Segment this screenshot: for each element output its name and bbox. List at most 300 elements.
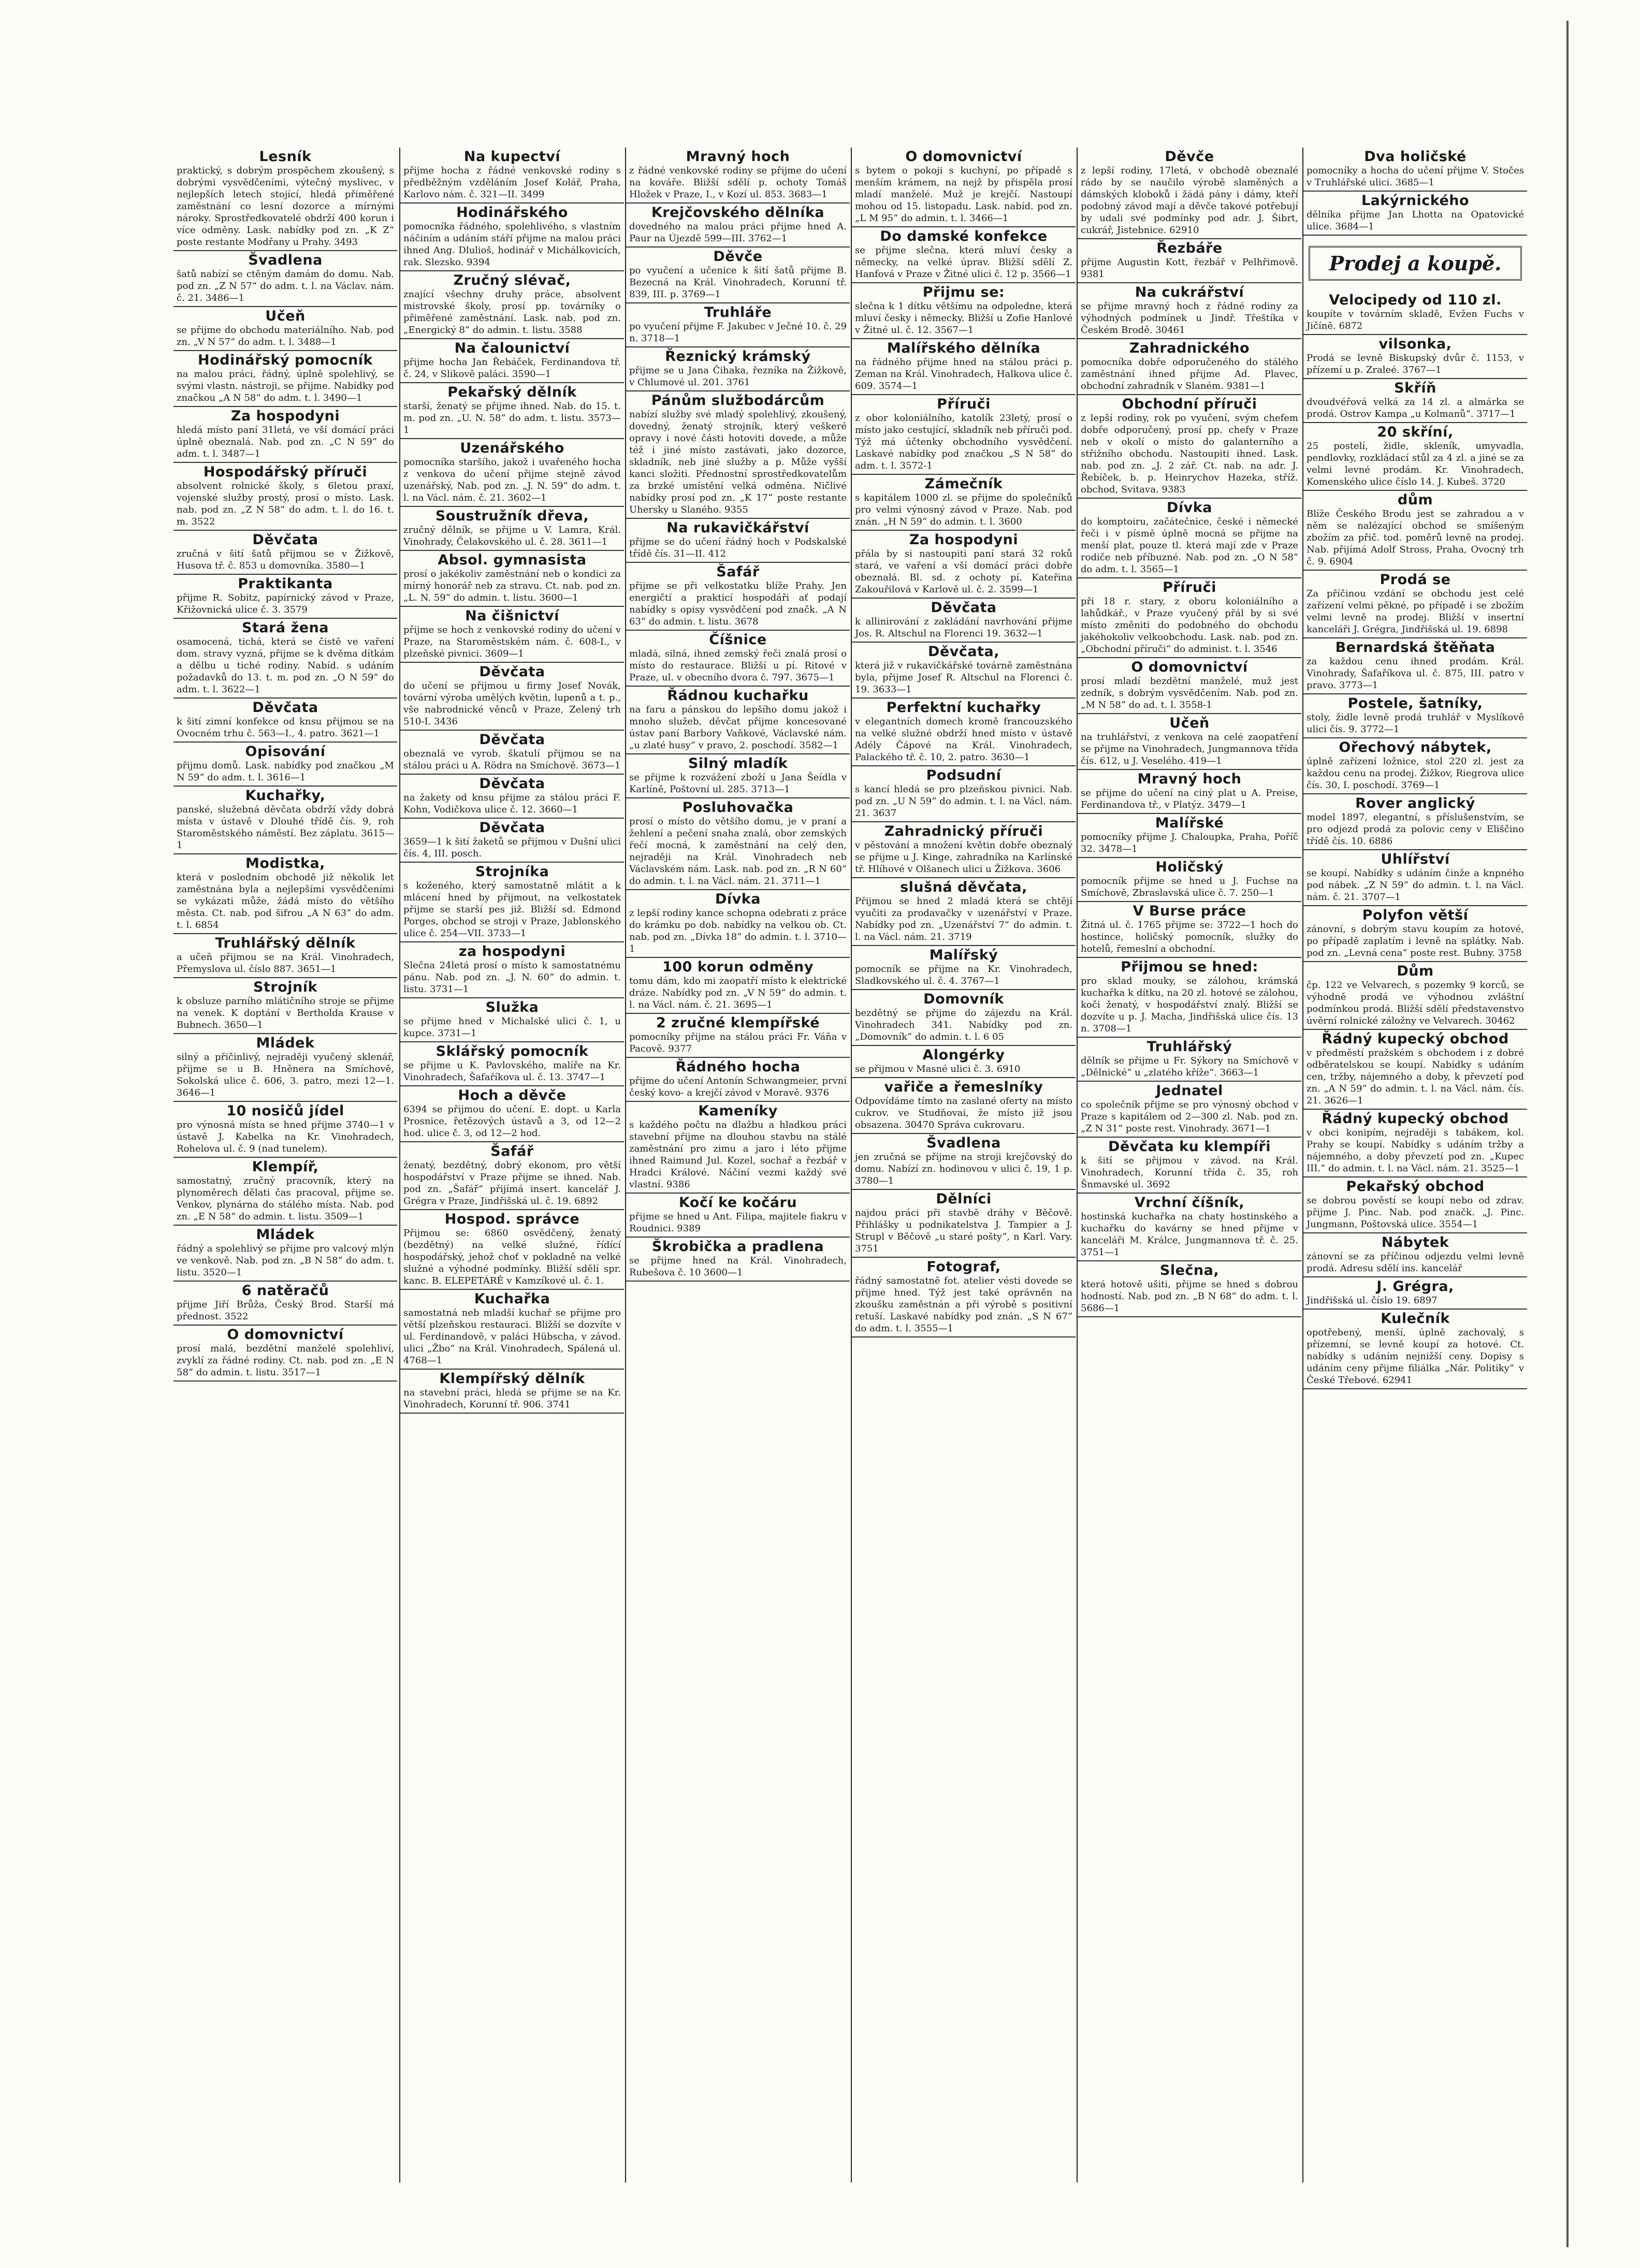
classified-ad — [1303, 148, 1527, 192]
classified-ad — [173, 934, 397, 978]
ad-body: do komptoiru, začátečnice, české i německé řeči i v písmě úplně mocná se přijme na menší plat, pouze tl. která mají zde v Praze rodiče neb příbuzné. Nab. pod zn. „O N 58“ do adm. t. l. 3565—1 — [1081, 516, 1298, 575]
ad-heading: Posluhovačka — [682, 799, 794, 816]
ad-body: přijme se hoch z venkovské rodiny do učení v Praze, na Staroměstském nám. č. 608-I., v plzeňské pivnici. 3609—1 — [403, 624, 621, 659]
ad-body: z obor koloniálního, katolík 23letý, prosí o místo jako cestující, skladník neb příruči pod. Týž má účtenky obchodního vysvědčení. Laskavé nabídky pod značkou „S N 58“ do adm. t. l. 3572-1 — [855, 413, 1072, 471]
ad-body: po vyučení přijme F. Jakubec v Ječné 10. č. 29 n. 3718—1 — [629, 321, 847, 344]
classified-ad — [173, 307, 397, 351]
page-edge-rule — [1566, 21, 1569, 2247]
classified-ad — [626, 563, 850, 631]
classified-ad — [400, 998, 624, 1042]
classified-ad — [626, 798, 850, 890]
classified-ad — [1078, 714, 1301, 770]
ad-body: koupíte v továrním skladě, Evžen Fuchs v Jičíně. 6872 — [1307, 309, 1524, 331]
ad-heading: Děvčata, — [928, 644, 999, 660]
classified-ad — [852, 822, 1076, 878]
ad-heading: Malířské — [1155, 815, 1224, 831]
classified-ad — [626, 303, 850, 347]
ad-heading: Dům — [1397, 963, 1434, 979]
classified-ad — [173, 978, 397, 1034]
ad-body: přijme se u Jana Čihaka, řezníka na Žižkově, v Chlumové ul. 201. 3761 — [629, 365, 847, 388]
ad-body: čp. 122 ve Velvarech, s pozemky 9 korců, se výhodně prodá ve výhodnou zvláštní podmínkou prodá. Bližší sdělí představenstvo úvěrní rolnické záložny ve Velvarech. 30462 — [1307, 980, 1524, 1026]
ad-heading: Na kupectví — [463, 149, 561, 165]
ad-body: se přijme u K. Pavlovského, malíře na Kr. Vinohradech, Šafaříkova ul. č. 13. 3747—1 — [403, 1060, 621, 1083]
ad-body: pomocníky přijme J. Chaloupka, Praha, Poříč 32. 3478—1 — [1081, 832, 1298, 854]
ad-heading: Truhlářský dělník — [215, 935, 356, 951]
classified-ad — [1078, 1194, 1301, 1261]
ad-body: úplně zařízení ložnice, stol 220 zl. jest za každou cenu na prodej. Žižkov, Riegrova ulice čís. 30, I. poschodí. 3769—1 — [1307, 756, 1524, 791]
column-5 — [1077, 148, 1301, 2183]
classified-ad — [1078, 148, 1301, 239]
ad-heading: Zámečník — [924, 476, 1003, 492]
ad-heading: Řezbáře — [1156, 240, 1223, 256]
ad-body: opotřebený, menší, úplně zachovalý, s přízemní, se levně koupí za hotové. Ct. nabídky s udáním nejnižší ceny. Dopisy s udáním ceny přijme filiálka „Nár. Politiky“ v České Třebové. 62941 — [1307, 1327, 1524, 1386]
classified-ad — [1303, 1233, 1527, 1277]
classified-ad — [626, 1194, 850, 1238]
ad-body: pomocníka staršího, jakož i uvařeného hocha z venkova do učení přijme stejně závod uzenářský, Nab. pod zn. „J. N. 59“ do adm. t. l. na Václ. nám. č. 21. 3602—1 — [403, 457, 621, 503]
ad-body: prosí o jakékoliv zaměstnání neb o kondici za mírný honorář neb za stravu. Ct. nab. pod zn. „L. N. 59“ do admin. t. listu. 3600—1 — [403, 569, 621, 603]
ad-heading: Mravný hoch — [686, 149, 790, 165]
classified-ad — [400, 439, 624, 507]
classified-ad — [1303, 379, 1527, 423]
classified-ad — [626, 687, 850, 754]
ad-heading: Děvčata ku klempíři — [1108, 1139, 1271, 1155]
column-1 — [173, 148, 397, 2183]
classified-ad — [852, 395, 1076, 475]
classified-ad — [1303, 1310, 1527, 1389]
classified-ad — [626, 631, 850, 687]
classified-ad — [1078, 1138, 1301, 1194]
ad-heading: Truhlářský — [1146, 1039, 1232, 1055]
classified-ad — [1078, 499, 1301, 578]
ad-body: na řádného přijme hned na stálou práci p. Zeman na Král. Vinohradech, Halkova ulice č. 609. 3574—1 — [855, 357, 1072, 391]
ad-heading: Přijmu se: — [922, 284, 1005, 300]
classified-ad — [626, 148, 850, 203]
ad-body: model 1897, elegantní, s příslušenstvím, se pro odjezd prodá za polovic ceny v Eliščino třídě čís. 10. 6886 — [1307, 812, 1524, 847]
classified-ad — [1303, 962, 1527, 1030]
ad-body: s koženého, který samostatně mlátit a k mlácení hned by přijmout, na velkostatek přijme se starší pes již. Bližší sd. Edmond Porges, obchod se stroji v Praze, Jablonského ulice č. 254—VII. 3733—1 — [403, 880, 621, 939]
ad-heading: Služka — [485, 999, 539, 1015]
column-4 — [851, 148, 1076, 2183]
ad-body: absolvent rolnické školy, s 6letou praxí, vojenské služby prostý, prosí o místo. Lask. nab. pod zn. „Z N 58“ do adm. t. l. do 16. t. m. 3522 — [177, 481, 394, 527]
classified-ad — [852, 1258, 1076, 1337]
ad-body: ženatý, bezdětný, dobrý ekonom, pro větší hospodářství v Praze přijme se ihned. Nab. pod zn. „Šafář“ přijímá insert. kancelář J. Grégra v Praze, Jindřišská ul. č. 19. 6892 — [403, 1160, 621, 1206]
ad-heading: Dělníci — [936, 1191, 992, 1207]
ad-heading: Učeň — [265, 308, 306, 324]
ad-body: na žakety od knsu přijme za stálou práci F. Kohn, Vodičkova ulice č. 12. 3660—1 — [403, 792, 621, 815]
ad-heading: Hodinářský pomocník — [197, 352, 373, 368]
ad-heading: Polyfon větší — [1362, 907, 1469, 923]
ad-body: Jindřišská ul. číslo 19. 6897 — [1307, 1295, 1438, 1306]
ad-body: nabízí služby své mladý spolehlivý, zkoušený, dovedný, ženatý strojník, který veškeré opravy i nové části hotoviti dovede, a může též i jiné místo zastávati, jako dozorce, skladník, neb jiné služby a p. Může vyšší kanci složiti. Přednostní sprostředkovatelům za brzké umístění velká odměna. Ničlivé nabídky prosí pod zn. „K 17“ poste restante Uhersky u Slaného. 9355 — [629, 409, 847, 515]
ad-body: řádný a spolehlivý se přijme pro valcový mlýn ve venkově. Nab. pod zn. „B N 58“ do adm. t. listu. 3520—1 — [177, 1243, 394, 1278]
classified-ad — [173, 148, 397, 251]
ad-body: 25 postelí, židle, skleník, umyvadla, pendlovky, rozkládací stůl za 4 zl. a jiné se za velmi levné prodám. Kr. Vinohradech, Komenského ulice číslo 14. J. Kubeš. 3720 — [1307, 441, 1524, 487]
ad-body: mladá, silná, ihned zemský řeči znalá prosí o místo do restaurace. Bližší u pí. Ritové v Praze, ul. v obecního dvora č. 797. 3675—1 — [629, 648, 847, 683]
ad-heading: Bernardská štěňata — [1335, 639, 1496, 656]
ad-body: a učeň přijmou se na Král. Vinohradech, Přemyslova ul. číslo 887. 3651—1 — [177, 952, 394, 975]
classified-ad — [400, 775, 624, 819]
classified-ad — [1303, 1030, 1527, 1110]
ad-body: se přijme mravný hoch z řádné rodiny za výhodných podmínek u Jindř. Třeštíka v Českém Brodě. 30461 — [1081, 301, 1298, 336]
ad-heading: Nábytek — [1381, 1234, 1449, 1251]
ad-heading: Hospod. správce — [444, 1211, 580, 1227]
ad-body: s kapitálem 1000 zl. se přijme do společníků pro velmi výnosný závod v Praze. Nab. pod znán. „H N 59“ do admin. t. l. 3600 — [855, 492, 1072, 527]
classified-ad — [400, 551, 624, 607]
ad-body: při 18 r. stary, z oboru koloniálního a lahůdkář., v Praze vyučený přál by si své místo změniti do podobného do obchodu jakéhokoliv velkoobchodu. Lask. nab. pod zn. „Obchodní příruči“ do administ. t. l. 3546 — [1081, 596, 1298, 655]
ad-heading: Na čišnictví — [465, 608, 559, 624]
ad-heading: dům — [1397, 492, 1433, 508]
ad-heading: Skříň — [1394, 380, 1436, 396]
classified-ad — [852, 878, 1076, 946]
ad-body: která hotově ušiti, přijme se hned s dobrou hodností. Nab. pod zn. „B N 68“ do adm. t. l. 5686—1 — [1081, 1279, 1298, 1314]
classified-ad — [400, 1290, 624, 1370]
ad-body: k šití zimní konfekce od knsu přijmou se na Ovocném trhu č. 563—I., 4. patro. 3621—1 — [177, 716, 394, 739]
classified-ad — [852, 531, 1076, 599]
classified-ad — [400, 731, 624, 775]
ad-heading: Na čalounictví — [454, 340, 570, 356]
ad-heading: 2 zručné klempířské — [656, 1015, 820, 1031]
ad-body: dělníka přijme Jan Lhotta na Opatovické ulice. 3684—1 — [1307, 209, 1524, 232]
ad-body: přijmu domů. Lask. nabídky pod značkou „M N 59“ do adm. t. l. 3616—1 — [177, 760, 394, 783]
classified-ad — [852, 475, 1076, 531]
ad-heading: Kuchařky, — [245, 788, 326, 804]
ad-heading: Hospodářský příruči — [203, 464, 368, 480]
ad-body: samostatná neb mladší kuchař se přijme pro větší plzeňskou restauraci. Bližší se dozvíte v ul. Ferdinandově, v paláci Hübscha, v závod. ulici „Žbo“ na Král. Vinohradech, Spálená ul. 4768—1 — [403, 1307, 621, 1366]
ad-heading: J. Grégra, — [1376, 1278, 1454, 1295]
ad-body: Přijmou se: 6860 osvědčený, ženatý (bezdětný) na velké služné, řídící hospodářský, jehož choť v pokladně na velké služné a výhodné podmínky. Bližší sdělí spr. kanc. B. ELEPETÁRÉ v Kamzíkové ul. č. 1. — [403, 1228, 621, 1286]
ad-heading: Děvče — [713, 249, 763, 265]
ad-heading: Soustružník dřeva, — [435, 508, 589, 524]
ad-body: co společník přijme se pro výnosný obchod v Praze s kapitálem od 2—300 zl. Nab. pod zn. „Z N 31“ poste rest. Vinohrady. 3671—1 — [1081, 1099, 1298, 1134]
classified-ad — [173, 531, 397, 575]
ad-heading: Klempíř, — [252, 1159, 319, 1175]
ad-body: zručný dělník, se přijme u V. Lamra, Král. Vinohrady, Čelakovského ul. č. 28. 3611—1 — [403, 525, 621, 547]
classified-ad — [852, 946, 1076, 990]
ad-body: najdou práci při stavbě dráhy v Běčově. Přihlášky u podnikatelstva J. Tampier a J. Strupl v Běčově „u staré pošty“, n Karl. Vary. 3751 — [855, 1208, 1072, 1254]
ad-body: zánovní, s dobrým stavu koupím za hotové, po případě zaplatím i levně na splátky. Nab. pod zn. „Levná cena“ poste rest. Bubny. 3758 — [1307, 924, 1524, 958]
classified-ad — [173, 854, 397, 934]
ad-heading: Uhlířství — [1381, 851, 1450, 867]
classified-ad — [626, 519, 850, 563]
ad-body: se koupí. Nabídky s udáním činže a knpného pod nábek. „Z N 59“ do admin. t. l. na Václ. nám. č. 21. 3707—1 — [1307, 868, 1524, 903]
ad-body: se přijme hned v Michalské ulici č. 1, u kupce. 3731—1 — [403, 1016, 621, 1039]
ad-heading: Praktikanta — [238, 576, 333, 592]
ad-heading: Fotograf, — [926, 1259, 1001, 1275]
ad-body: přijme se do učení řádný hoch v Podskalské třídě čís. 31—II. 412 — [629, 536, 847, 559]
ad-heading: Mládek — [256, 1227, 315, 1243]
classified-ad — [400, 507, 624, 551]
ad-body: na truhlářství, z venkova na celé zaopatření se přijme na Vinohradech, Jungmannova třída čís. 612, u J. Veselého. 419—1 — [1081, 732, 1298, 766]
classified-ad — [626, 1058, 850, 1102]
ad-body: která v posledním obchodě již několik let zaměstnána byla a nejlepšími vysvědčeními se vykázati může, žádá místo do většího města. Ct. nab. pod šifrou „A N 63“ do adm. t. l. 6854 — [177, 872, 394, 931]
classified-ad — [1303, 571, 1527, 638]
ad-heading: Šafář — [490, 1143, 534, 1159]
classified-ad — [852, 699, 1076, 766]
classified-ad — [626, 1238, 850, 1282]
classified-ad — [400, 942, 624, 998]
ad-body: přijme se při velkostatku blíže Prahy. Jen energičtí a prakticí hospodáři ať podají nabídky s opisy vysvědčení pod značk. „A N 63“ do admin. t. listu. 3678 — [629, 580, 847, 627]
ad-heading: Švadlena — [926, 1135, 1001, 1151]
ad-heading: Klempířský dělník — [439, 1371, 585, 1387]
ad-body: v předměstí pražském s obchodem i z dobré odběratelskou se koupí. Nabídky s udáním cen, tržby, nájemného a doby, k převzetí pod zn. „A N 59“ do admin. t. l. na Václ. nám. čís. 21. 3626—1 — [1307, 1048, 1524, 1106]
classified-ad — [1078, 239, 1301, 283]
ad-body: pomocníka dobře odporučeného do stálého zaměstnání ihned přijme Ad. Plavec, obchodní zahradník v Slaném. 9381—1 — [1081, 357, 1298, 391]
ad-heading: Malířského dělníka — [887, 340, 1041, 356]
classified-ad — [400, 607, 624, 663]
ad-heading: Modistka, — [245, 855, 325, 871]
ad-body: v elegantních domech kromě francouzského na velké služné obdrží hned místo v ústavě Adély Čápové na Král. Vinohradech, Palackého tř. č. 10, 2. patro. 3630—1 — [855, 716, 1072, 763]
ad-body: slečna k 1 dítku většímu na odpoledne, která mluví česky i německy. Bližší u Zofie Hanlové v Žitné ul. č. 12. 3567—1 — [855, 301, 1072, 336]
ad-body: Blíže Českého Brodu jest se zahradou a v něm se nalézající obchod se smíšeným zbožím za přič. tod. poměrů levně na prodej. Nab. přijímá Adolf Stross, Praha, Ovocný trh č. 9. 6904 — [1307, 508, 1524, 567]
classified-ad — [852, 1046, 1076, 1078]
ad-body: pomocník přijme se hned u J. Fuchse na Smíchově, Zbraslavská ulice č. 7. 250—1 — [1081, 876, 1298, 898]
ad-heading: Číšnice — [709, 632, 767, 648]
classified-ad — [1303, 491, 1527, 571]
ad-heading: Kulečník — [1381, 1311, 1450, 1327]
classified-ad — [400, 203, 624, 271]
classified-ad — [1078, 339, 1301, 395]
column-3 — [625, 148, 850, 2183]
classified-ad — [173, 351, 397, 407]
ad-heading: Škrobička a pradlena — [651, 1239, 824, 1255]
ad-heading: Řádného hocha — [675, 1059, 801, 1075]
classified-ad — [400, 383, 624, 439]
ad-heading: Strojníka — [475, 864, 549, 880]
ad-body: dovedného na malou práci přijme hned A. Paur na Újezdě 599—III. 3762—1 — [629, 221, 847, 244]
classified-ad — [626, 754, 850, 798]
ad-body: v pěstování a množení květin dobře obeznalý se přijme u J. Kinge, zahradníka na Karlínské tř. Hlíhové v Olšanech ulici u Žižkova. 3606 — [855, 840, 1072, 875]
ad-body: samostatný, zručný pracovník, který na plynoměrech dělati čas pracoval, přijme se. Venkov, plynárna do stálého místa. Nab. pod zn. „E N 58“ do admin. t. listu. 3509—1 — [177, 1175, 394, 1222]
ad-heading: Vrchní číšník, — [1134, 1195, 1245, 1211]
ad-body: s bytem o pokoji s kuchyní, po případě s menším krámem, na nejž by přispěla prosí mladí manželé. Muž je krejčí. Nastoupí mohou od 15. listopadu. Lask. nabíd. pod zn. „L M 95“ do admin. t. l. 3466—1 — [855, 165, 1072, 224]
classified-ad — [626, 347, 850, 391]
classified-ad — [1303, 850, 1527, 906]
ad-heading: Řeznický krámský — [665, 348, 811, 365]
ad-body: k šití se přijmou v závod. na Král. Vinohradech, Korunní třída č. 35, roh Šnmavské ul. 3692 — [1081, 1155, 1298, 1190]
ad-body: tomu dám, kdo mi zaopatří místo k elektrické dráze. Nabídky pod zn. „V N 59“ do admin. t. l. na Václ. nám. č. 21. 3695—1 — [629, 976, 847, 1010]
section-heading-prodej-a-koupe: Prodej a koupě. — [1309, 246, 1522, 281]
classified-ad — [852, 1190, 1076, 1258]
ad-heading: Šafář — [716, 564, 760, 580]
ad-heading: Na cukrářství — [1135, 284, 1244, 300]
classified-ad — [1303, 638, 1527, 694]
classified-ad — [173, 251, 397, 307]
ad-body: prosí malá, bezdětní manželé spolehliví, zvyklí za řádné rodiny. Ct. nab. pod zn. „E N 58“ do admin. t. listu. 3517—1 — [177, 1343, 394, 1378]
ad-body: prosí o místo do většího domu, je v praní a žehlení a pečení snaha znalá, obor zemských řečí mocná, k zaměstnání na celý den, nejraději na Král. Vinohradech neb Václavském nám. Lask. nab. pod zn. „R N 60“ do admin. t. l. na Václ. nám. 21. 3711—1 — [629, 816, 847, 886]
ad-body: silný a přičinlivý, nejraději vyučený sklenář, přijme se u B. Hněnera na Smíchově, Sokolská ulice č. 606, 3. patro, mezi 12—1. 3646—1 — [177, 1052, 394, 1098]
classified-ad — [400, 1370, 624, 1414]
ad-heading: vařiče a řemeslníky — [884, 1079, 1043, 1095]
ad-heading: Mravný hoch — [1137, 771, 1242, 787]
classified-ad — [1303, 423, 1527, 491]
classified-ad — [400, 148, 624, 203]
ad-heading: Děvčata — [252, 700, 318, 716]
ad-heading: 6 natěračů — [241, 1283, 329, 1299]
ad-body: stoly, židle levně prodá truhlář v Myslíkově ulici čís. 9. 3772—1 — [1307, 712, 1524, 735]
ad-heading: Pekařský obchod — [1346, 1179, 1485, 1195]
ad-heading: Hodinářského — [456, 205, 568, 221]
ad-heading: Ořechový nábytek, — [1339, 739, 1492, 755]
ad-body: Žitná ul. č. 1765 přijme se: 3722—1 hoch do hostince, holičský pomocník, služky do hotelů, řemeslní a obchodní. — [1081, 920, 1298, 954]
ad-heading: Uzenářského — [460, 440, 564, 456]
ad-heading: Obchodní příruči — [1122, 396, 1257, 412]
ad-heading: Děvčata — [479, 776, 545, 792]
ad-heading: Na rukavičkářství — [666, 520, 809, 536]
ad-heading: Velocipedy od 110 zl. — [1329, 292, 1502, 308]
ad-body: hostinská kuchařka na chaty hostinského a kuchařku do kavárny se hned přijme v kanceláři M. Králce, Jungmannova tř. č. 25. 3751—1 — [1081, 1211, 1298, 1258]
ad-heading: 100 korun odměny — [662, 959, 814, 975]
ad-body: která již v rukavičkářské továrně zaměstnána byla, přijme Josef R. Altschul na Florenci č. 19. 3633—1 — [855, 660, 1072, 695]
ad-heading: Zahradnického — [1129, 340, 1250, 356]
ad-heading: Mládek — [256, 1035, 315, 1051]
ad-body: z lepší rodiny, 17letá, v obchodě obeznalé rádo by se naučilo výrobě slaměných a dámských kloboků i žádá pány i dámy, kteří podobný závod mají a děvče takové potřebují by udali své podmínky pod adr. J. Šibrt, cukrář, Jistebnice. 62910 — [1081, 165, 1298, 236]
classified-ad — [626, 248, 850, 303]
ad-heading: Alongérky — [922, 1047, 1005, 1063]
classified-ad — [173, 1226, 397, 1282]
ad-heading: Krejčovského dělníka — [651, 205, 825, 221]
classified-ad — [400, 1210, 624, 1290]
ad-body: se přijmou v Masné ulici č. 3. 6910 — [855, 1064, 1021, 1074]
classified-ad — [173, 1282, 397, 1326]
ad-heading: Řádný kupecký obchod — [1322, 1031, 1509, 1047]
ad-heading: Malířský — [929, 947, 998, 963]
ad-body: jen zručná se přijme na stroji krejčovský do domu. Nabízí zn. hodinovou v ulici č. 19, 1 p. 3780—1 — [855, 1152, 1072, 1186]
classified-ad — [1078, 902, 1301, 958]
classified-ad — [852, 599, 1076, 643]
classified-ad — [852, 1078, 1076, 1134]
ad-heading: Děvčata — [252, 532, 318, 548]
ad-heading: Pekařský dělník — [447, 384, 577, 400]
ad-heading: Stará žena — [242, 620, 329, 636]
ad-body: k allinirování z zakládání navrhování přijme Jos. R. Altschul na Florenci 19. 3632—1 — [855, 616, 1072, 639]
ad-body: zručná v šití šatů přijmou se v Žižkově, Husova tř. č. 853 u domovníka. 3580—1 — [177, 548, 394, 571]
classified-ad — [1078, 1261, 1301, 1317]
ad-body: přijme R. Sobitz, papírnický závod v Praze, Křižovnická ulice č. 3. 3579 — [177, 592, 394, 615]
ad-body: na faru a pánskou do lepšího domu jakož i mnoho služeb, děvčat přijme koncesované ústav paní Barbory Vaňkové, Václavské nám. „u zlaté husy“ v pravo, 2. poschodí. 3582—1 — [629, 704, 847, 751]
ad-heading: Za hospodyni — [230, 408, 340, 424]
classified-ad — [852, 1134, 1076, 1190]
classified-ad — [852, 283, 1076, 339]
classified-ad — [1303, 1110, 1527, 1177]
ad-heading: Jednatel — [1156, 1083, 1223, 1099]
classified-ad — [400, 339, 624, 383]
ad-body: 6394 se přijmou do učení. E. dopt. u Karla Prosnice, řetězových ústavů a 3, od 12—2 hod. ulice č. 3, od 12—2 hod. — [403, 1104, 621, 1139]
ad-body: z řádné venkovské rodiny se přijme do učení na kováře. Bližší sdělí p. ochoty Tomáš Hložek v Praze, I., v Kozí ul. 853. 3683—1 — [629, 165, 847, 200]
ad-heading: O domovnictví — [905, 149, 1022, 165]
ad-heading: Děvčata — [479, 820, 545, 836]
classified-ad — [1078, 814, 1301, 858]
classified-ad — [173, 463, 397, 531]
ad-body: pomocníky přijme na stálou práci Fr. Váňa v Pacově. 9377 — [629, 1031, 847, 1054]
classified-ad — [1078, 658, 1301, 714]
ad-body: pro výnosná místa se hned přijme 3740—1 v ústavě J. Kabelka na Kr. Vinohradech, Rohelova ul. č. 9 (nad tunelem). — [177, 1120, 394, 1154]
classified-ad — [173, 1326, 397, 1382]
ad-heading: slušná děvčata, — [900, 879, 1027, 895]
ad-heading: Děvčata — [479, 664, 545, 680]
ad-body: 3659—1 k šití žaketů se přijmou v Dušní ulici čís. 4, III. posch. — [403, 836, 621, 859]
ad-body: po vyučení a učenice k šití šatů přijme B. Bezecná na Král. Vinohradech, Korunní tř. 839, III. p. 3769—1 — [629, 265, 847, 300]
ad-heading: Učeň — [1169, 715, 1210, 731]
ad-heading: Absol. gymnasista — [438, 552, 587, 568]
ad-heading: O domovnictví — [1131, 659, 1248, 675]
ad-body: na malou práci, řádný, úplně spolehlivý, se svými vlastn. nástroji, se přijme. Nabídky pod značkou „A N 58“ do adm. t. l. 3490—1 — [177, 369, 394, 403]
ad-heading: Slečna, — [1159, 1262, 1220, 1278]
classified-ad — [400, 663, 624, 731]
ad-body: dělník se přijme u Fr. Sýkory na Smíchově v „Dělnické“ u „zlatého kříže“. 3663—1 — [1081, 1055, 1298, 1078]
ad-heading: Řádný kupecký obchod — [1322, 1111, 1509, 1127]
ad-heading: Pánům službodárcům — [651, 392, 825, 409]
classified-ad — [400, 1086, 624, 1142]
classified-ad — [173, 1034, 397, 1102]
classified-ad — [852, 643, 1076, 699]
classified-ad — [400, 1142, 624, 1210]
ad-body: se přijme do obchodu materiálního. Nab. pod zn. „V N 57“ do adm. t. l. 3488—1 — [177, 325, 394, 347]
ad-heading: Děvčata — [479, 732, 545, 748]
ad-body: hledá místo paní 31letá, ve vší domácí práci úplně obeznalá. Nab. pod zn. „C N 59“ do adm. t. l. 3487—1 — [177, 425, 394, 459]
ad-heading: Lakýrnického — [1361, 193, 1470, 209]
classified-ad — [852, 766, 1076, 822]
ad-body: Prodá se levně Biskupský dvůr č. 1153, v přízemí u p. Zraleé. 3767—1 — [1307, 353, 1524, 375]
ad-heading: 20 skříní, — [1377, 424, 1454, 440]
ad-heading: Silný mladík — [688, 755, 788, 772]
ad-heading: 10 nosičů jídel — [226, 1103, 344, 1119]
ad-heading: Kočí ke kočáru — [678, 1195, 797, 1211]
ad-heading: Do damské konfekce — [880, 228, 1048, 244]
ad-body: obeznalá ve vyrob. škatulí přijmou se na stálou práci u A. Rödra na Smíchově. 3673—1 — [403, 748, 621, 771]
ad-heading: Dva holičské — [1364, 149, 1467, 165]
classified-ad — [1078, 578, 1301, 658]
ad-heading: Domovník — [923, 991, 1004, 1007]
ad-heading: Zručný slévač, — [453, 272, 571, 288]
classified-ad — [852, 339, 1076, 395]
ad-heading: Prodá se — [1380, 572, 1451, 588]
ad-body: dvoudvéřová velká za 14 zl. a almárka se prodá. Ostrov Kampa „u Kolmanů“. 3717—1 — [1307, 397, 1524, 419]
classified-ad — [1078, 283, 1301, 339]
classified-ad — [852, 227, 1076, 283]
ad-heading: vilsonka, — [1378, 336, 1452, 352]
ad-heading: Hoch a děvče — [458, 1087, 567, 1103]
ad-body: přijme hocha z řádné venkovské rodiny s předběžným vzděláním Josef Kolář, Praha, Karlovo nám. č. 321—II. 3499 — [403, 165, 621, 200]
ad-heading: O domovnictví — [227, 1327, 344, 1343]
classified-ad — [1078, 858, 1301, 902]
ad-heading: Opisování — [245, 744, 326, 760]
classified-ad — [1078, 395, 1301, 499]
classified-ad — [400, 1042, 624, 1086]
classified-ad — [626, 1102, 850, 1194]
ad-body: osamocená, tichá, která se čistě ve vaření dom. stravy vyzná, přijme se k dvěma dítkám a dělbu u tiché rodiny. Nabíd. s udáním požadavků do 13. t. m. pod zn. „O N 59“ do adm. t. l. 3622—1 — [177, 636, 394, 695]
column-6 — [1302, 148, 1527, 2183]
ad-heading: Dívka — [1167, 500, 1212, 516]
classified-ad — [852, 148, 1076, 227]
ad-heading: Zahradnický příruči — [884, 823, 1043, 839]
ad-body: přijme Jiří Brůža, Český Brod. Starší má přednost. 3522 — [177, 1299, 394, 1322]
ad-heading: Sklářský pomocník — [436, 1043, 589, 1059]
ad-body: za každou cenu ihned prodám. Král. Vinohrady, Šafaříkova ul. č. 875, III. patro v pravo. 3773—1 — [1307, 656, 1524, 691]
ad-body: šatů nabízí se ctěným damám do domu. Nab. pod zn. „Z N 57“ do adm. t. l. na Václav. nám. č. 21. 3486—1 — [177, 269, 394, 303]
classified-ad — [173, 787, 397, 854]
ad-heading: Dívka — [715, 891, 761, 907]
ad-body: pomocník se přijme na Kr. Vinohradech, Sladkovského ul. č. 4. 3767—1 — [855, 964, 1072, 986]
ad-body: přijme Augustin Kott, řezbář v Pelhřimově. 9381 — [1081, 257, 1298, 280]
ad-body: z lepší rodiny, rok po vyučení, svým chefem dobře odporučený, prosí pp. chefy v Praze neb v okolí o místo do galanterního a střižního obchodu. Nastoupiti ihned. Lask. nab. pod zn. „J. 2 zář. Ct. nab. na adr. J. Řebíček, b. p. Heinrychov Hazeka, stříž. obchod, Svitava. 9383 — [1081, 413, 1298, 495]
ad-heading: Postele, šatníky, — [1347, 695, 1483, 711]
classified-ad — [626, 203, 850, 248]
classified-ad — [852, 990, 1076, 1046]
classified-ad — [1303, 738, 1527, 794]
ad-body: na stavební práci, hledá se přijme se na Kr. Vinohradech, Korunní tř. 906. 3741 — [403, 1387, 621, 1410]
ad-body: znající všechny druhy práce, absolvent mistrovské školy, prosí pp. továrníky o přiměřené zaměstnání. Lask. nab. pod zn. „Energický 8“ do admin. t. listu. 3588 — [403, 289, 621, 336]
ad-body: pro sklad mouky, se zálohou, krámská kuchařka k dítku, na 20 zl. hotové se zálohou, koči ženatý, v hospodářství znalý. Bližší se dozvíte u p. J. Macha, Jindřišská ulice čís. 13 n. 3708—1 — [1081, 976, 1298, 1034]
